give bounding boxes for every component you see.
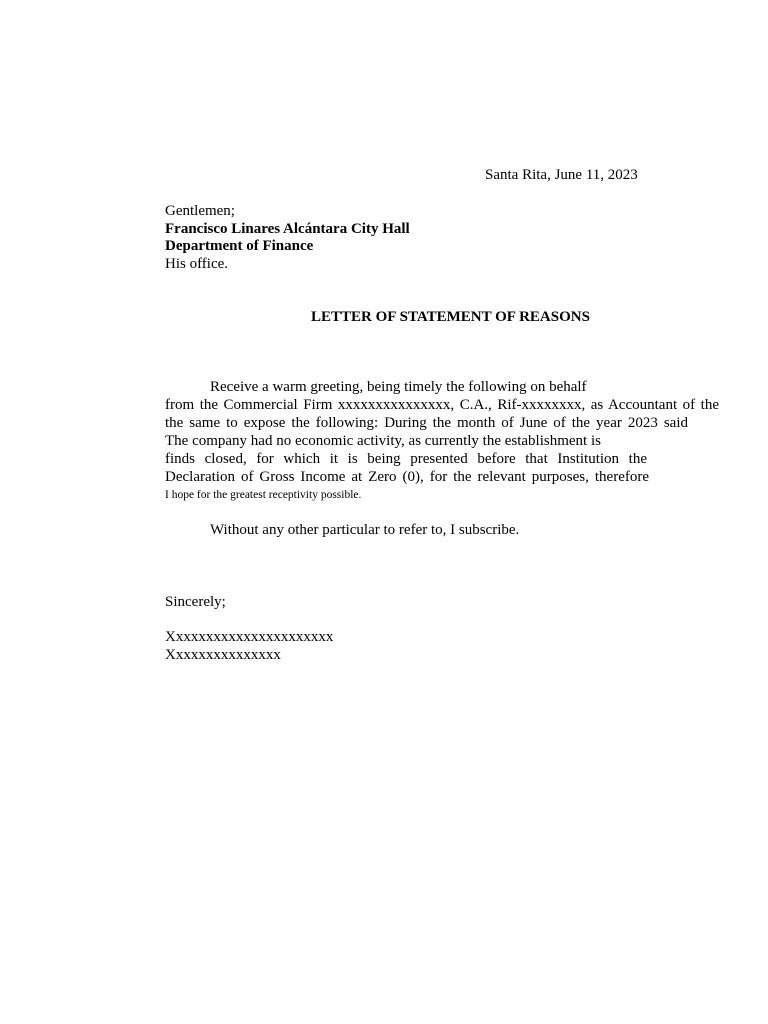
signature-title: Xxxxxxxxxxxxxxx (165, 647, 281, 663)
body-line: The company had no economic activity, as currently the establishment is (165, 433, 601, 449)
letter-title: LETTER OF STATEMENT OF REASONS (311, 309, 590, 325)
body-line: Receive a warm greeting, being timely the following on behalf (210, 379, 587, 395)
body-line: the same to expose the following: During the month of June of the year 2023 said (165, 415, 688, 431)
body-line: finds closed, for which it is being presented before that Institution the (165, 451, 647, 467)
salutation: Gentlemen; (165, 203, 235, 219)
body-line: I hope for the greatest receptivity possible. (165, 489, 362, 501)
sign-off: Sincerely; (165, 594, 226, 610)
signature-name: Xxxxxxxxxxxxxxxxxxxxxx (165, 629, 334, 645)
recipient-department: Department of Finance (165, 238, 314, 254)
letter-body (165, 378, 719, 504)
body-line: from the Commercial Firm xxxxxxxxxxxxxxx, C.A., Rif-xxxxxxxx, as Accountant of the (165, 397, 719, 413)
recipient-name: Francisco Linares Alcántara City Hall (165, 221, 410, 237)
letter-date: Santa Rita, June 11, 2023 (485, 167, 638, 183)
recipient-office: His office. (165, 256, 229, 272)
body-line: Declaration of Gross Income at Zero (0), for the relevant purposes, therefore (165, 469, 649, 485)
closing-paragraph: Without any other particular to refer to, I subscribe. (210, 522, 520, 538)
